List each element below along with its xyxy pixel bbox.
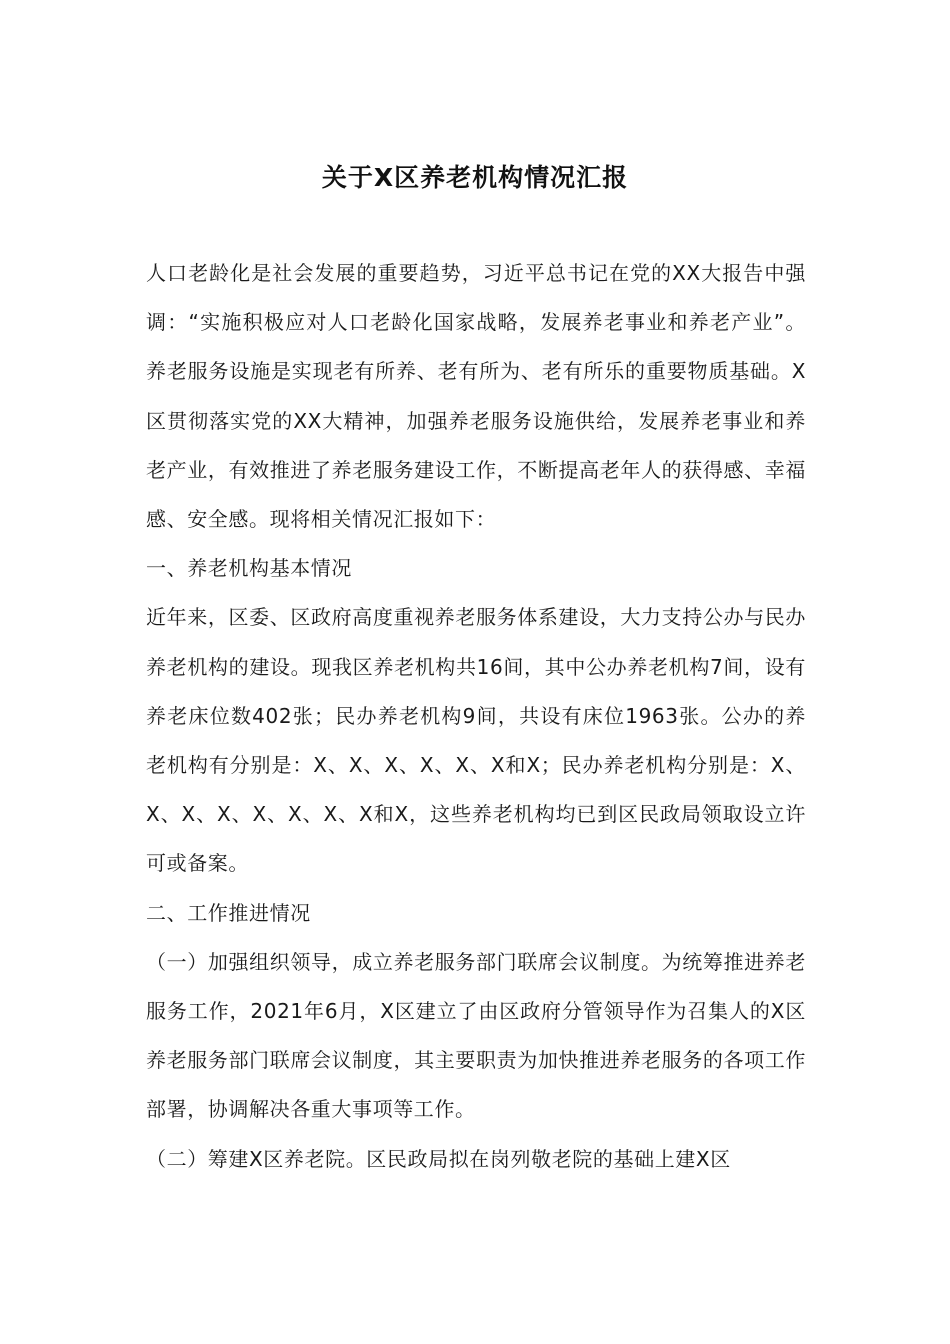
section-heading-basic-situation: 一、养老机构基本情况	[146, 556, 352, 581]
work-progress-item-2: （二）筹建X区养老院。区民政局拟在岗列敬老院的基础上建X区	[146, 1146, 731, 1171]
intro-paragraph: 人口老龄化是社会发展的重要趋势，习近平总书记在党的XX大报告中强调：“实施积极应对人口老龄化国家战略，发展养老事业和养老产业”。养老服务设施是实现老有所养、老有所为、老有所乐的重要物质基础。X区贯彻落实党的XX大精神，加强养老服务设施供给，发展养老事业和养老产业，有效推进了养老服务建设工作，不断提高老年人的获得感、幸福感、安全感。现将相关情况汇报如下：	[146, 261, 806, 532]
work-progress-item-1: （一）加强组织领导，成立养老服务部门联席会议制度。为统筹推进养老服务工作，2021年6月，X区建立了由区政府分管领导作为召集人的X区养老服务部门联席会议制度，其主要职责为加快推进养老服务的各项工作部署，协调解决各重大事项等工作。	[146, 949, 806, 1122]
document-title: 关于X区养老机构情况汇报	[321, 163, 629, 192]
document-body	[146, 249, 806, 1184]
basic-situation-paragraph: 近年来，区委、区政府高度重视养老服务体系建设，大力支持公办与民办养老机构的建设。现我区养老机构共16间，其中公办养老机构7间，设有养老床位数402张；民办养老机构9间，共设有床位1963张。公办的养老机构有分别是：X、X、X、X、X、X和X；民办养老机构分别是：X、X、X、X、X、X、X、X和X，这些养老机构均已到区民政局领取设立许可或备案。	[146, 605, 806, 876]
section-heading-work-progress: 二、工作推进情况	[146, 900, 311, 925]
